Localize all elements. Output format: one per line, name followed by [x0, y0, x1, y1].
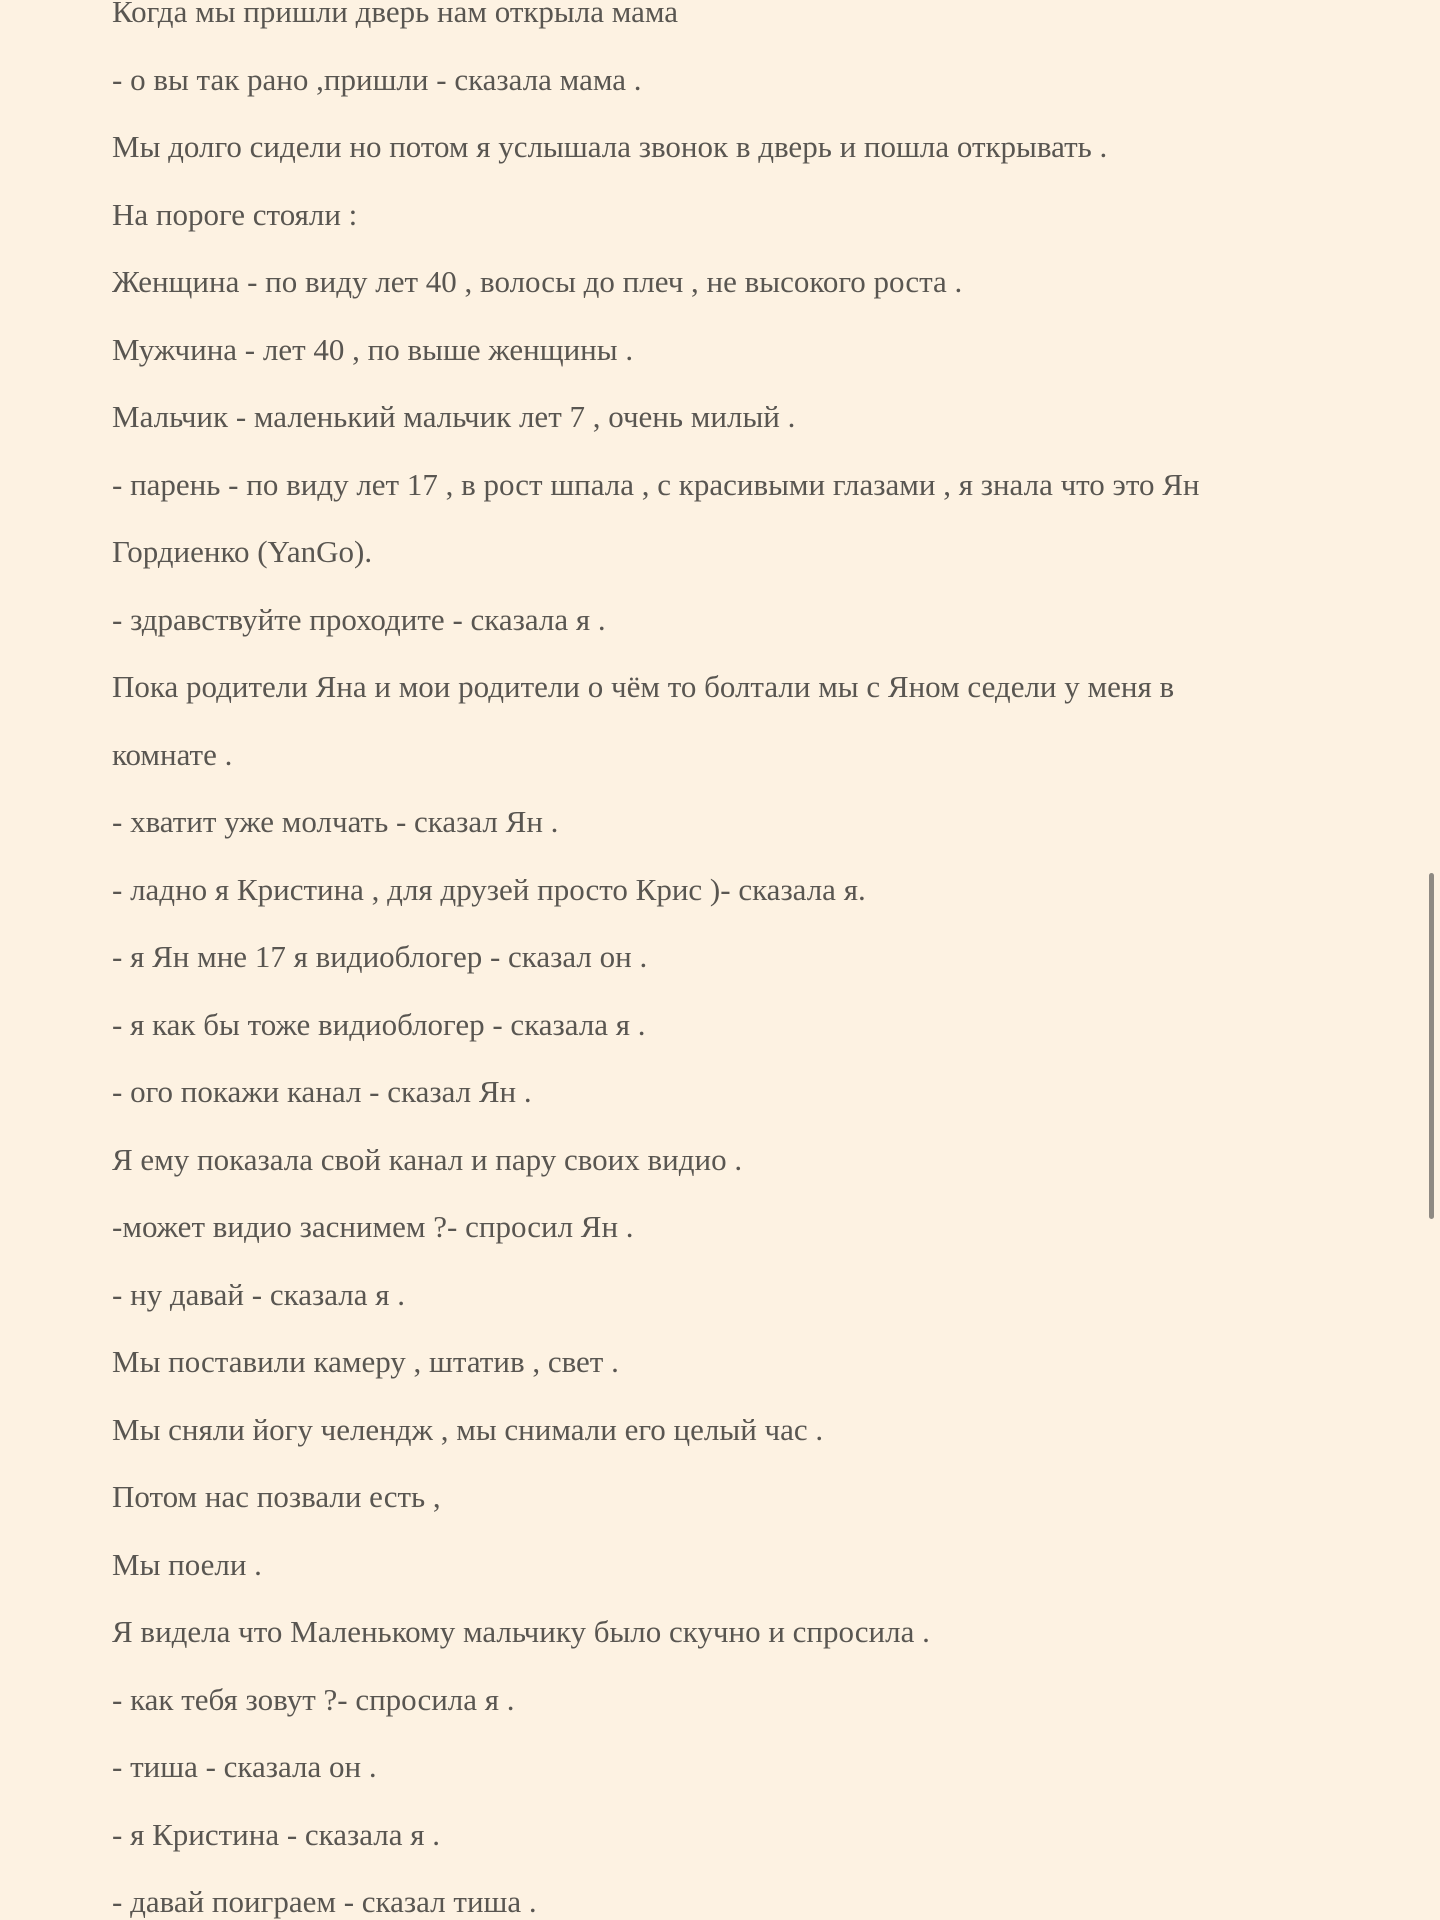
story-line: Когда мы пришли дверь нам открыла мама: [112, 0, 679, 29]
story-line: - ну давай - сказала я .: [112, 1276, 405, 1312]
story-line: Я видела что Маленькому мальчику было скучно и спросила .: [112, 1614, 930, 1649]
story-line: Мальчик - маленький мальчик лет 7 , очень милый .: [112, 399, 796, 434]
story-line: - я Ян мне 17 я видиоблогер - сказал он .: [112, 939, 648, 974]
story-line: - я как бы тоже видиоблогер - сказала я .: [112, 1006, 646, 1042]
story-line: - хватит уже молчать - сказал Ян .: [112, 804, 559, 839]
story-text: [112, 0, 1342, 1920]
story-line: Женщина - по виду лет 40 , волосы до плеч , не высокого роста .: [112, 264, 963, 299]
story-line: Гордиенко (YanGo).: [112, 534, 373, 569]
story-line: Потом нас позвали есть ,: [112, 1479, 441, 1514]
story-line: - я Кристина - сказала я .: [112, 1816, 441, 1852]
story-line: Мы долго сидели но потом я услышала звонок в дверь и пошла открывать .: [112, 129, 1108, 164]
story-line: - здравствуйте проходите - сказала я .: [112, 601, 606, 637]
story-line: - о вы так рано ,пришли - сказала мама .: [112, 61, 642, 97]
story-line: комнате .: [112, 736, 233, 772]
story-line: - парень - по виду лет 17 , в рост шпала , с красивыми глазами , я знала что это Ян: [112, 466, 1200, 502]
story-line: Мы поставили камеру , штатив , свет .: [112, 1344, 619, 1379]
story-line: - тиша - сказала он .: [112, 1749, 377, 1784]
story-line: Мужчина - лет 40 , по выше женщины .: [112, 331, 634, 367]
story-line: - давай поиграем - сказал тиша .: [112, 1884, 537, 1919]
story-line: Мы поели .: [112, 1546, 262, 1582]
story-line: - как тебя зовут ?- спросила я .: [112, 1681, 515, 1717]
story-line: Я ему показала свой канал и пару своих видио .: [112, 1141, 743, 1177]
story-line: Мы сняли йогу челендж , мы снимали его целый час .: [112, 1411, 824, 1447]
story-line: - ладно я Кристина , для друзей просто Крис )- сказала я.: [112, 871, 866, 907]
story-line: -может видио заснимем ?- спросил Ян .: [112, 1209, 634, 1244]
scrollbar-thumb[interactable]: [1429, 873, 1434, 1219]
story-line: Пока родители Яна и мои родители о чём то болтали мы с Яном седели у меня в: [112, 669, 1175, 704]
story-line: На пороге стояли :: [112, 196, 358, 232]
story-line: - ого покажи канал - сказал Ян .: [112, 1074, 532, 1109]
